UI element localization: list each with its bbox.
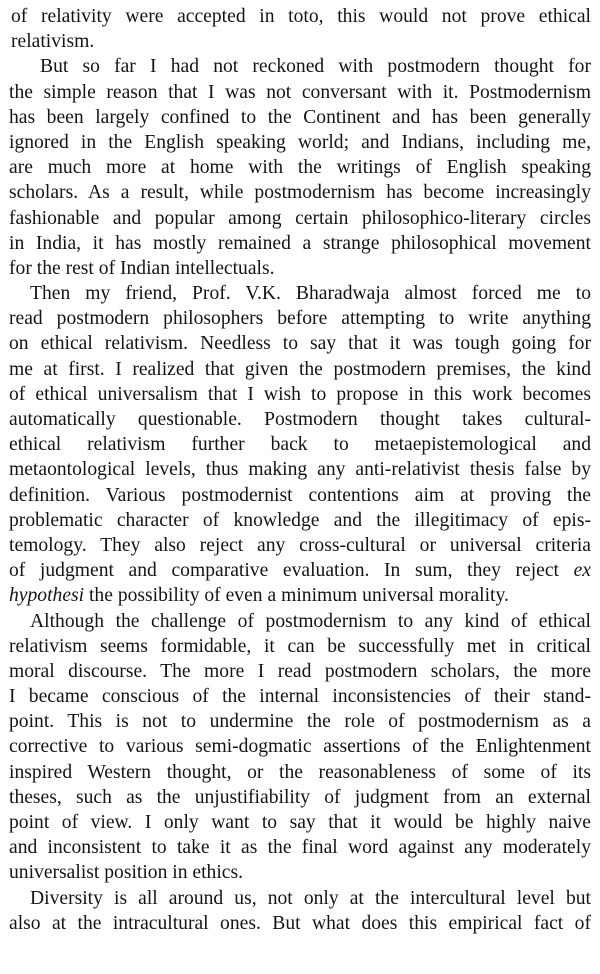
italic-term: hypothesi xyxy=(9,585,85,607)
text-line: also at the intracultural ones. But what does this empirical fact of xyxy=(9,912,591,934)
text-line: relativism. xyxy=(11,31,95,53)
text-line: the simple reason that I was not conversant with it. Postmodernism xyxy=(9,81,591,103)
text-line: hypothesi the possibility of even a minimum universal morality. xyxy=(9,585,509,607)
text-line: on ethical relativism. Needless to say that it was tough going for xyxy=(9,333,591,355)
text-line: point of view. I only want to say that it would be highly naive xyxy=(9,812,591,833)
text-line: of judgment and comparative evaluation. In sum, they reject ex xyxy=(9,560,591,582)
paragraph-5 xyxy=(9,886,591,936)
text-line: metaontological levels, thus making any anti-relativist thesis false by xyxy=(9,459,591,481)
text-line: definition. Various postmodernist contentions aim at proving the xyxy=(9,484,591,506)
text-line: ethical relativism further back to metaepistemological and xyxy=(9,434,591,456)
text-line: corrective to various semi-dogmatic assertions of the Enlightenment xyxy=(9,736,591,758)
text-line: has been largely confined to the Continent and has been generally xyxy=(9,106,591,128)
text-line: But so far I had not reckoned with postmodern thought for xyxy=(40,56,591,78)
text-line: Although the challenge of postmodernism to any kind of ethical xyxy=(30,610,591,632)
text-line: Diversity is all around us, not only at the intercultural level but xyxy=(30,887,591,909)
paragraph-3 xyxy=(9,281,591,608)
paragraph-4 xyxy=(9,609,591,886)
text-line: moral discourse. The more I read postmodern scholars, the more xyxy=(9,660,591,682)
text-line: are much more at home with the writings of English speaking xyxy=(9,157,591,179)
text-line: and inconsistent to take it as the final word against any moderately xyxy=(9,837,591,859)
text-line: ignored in the English speaking world; and Indians, including me, xyxy=(9,131,591,153)
text-line: for the rest of Indian intellectuals. xyxy=(9,257,275,279)
text-line: read postmodern philosophers before attempting to write anything xyxy=(9,308,591,330)
text-line: relativism seems formidable, it can be successfully met in critical xyxy=(9,635,591,657)
text-line: in India, it has mostly remained a strange philosophical movement xyxy=(9,232,591,254)
book-page xyxy=(9,4,591,936)
paragraph-1 xyxy=(9,4,591,54)
text-line: of ethical universalism that I wish to propose in this work becomes xyxy=(9,383,591,405)
text-line: point. This is not to undermine the role of postmodernism as a xyxy=(9,711,591,733)
text-line: temology. They also reject any cross-cultural or universal criteria xyxy=(9,534,591,556)
paragraph-2 xyxy=(9,54,591,281)
text-line: fashionable and popular among certain philosophico-literary circles xyxy=(9,207,591,229)
text-line: scholars. As a result, while postmodernism has become increasingly xyxy=(9,182,591,204)
text-line: universalist position in ethics. xyxy=(9,862,244,884)
text-line: I became conscious of the internal inconsistencies of their stand- xyxy=(9,686,591,708)
text-line: inspired Western thought, or the reasonableness of some of its xyxy=(9,761,591,783)
text-line: Then my friend, Prof. V.K. Bharadwaja almost forced me to xyxy=(30,283,591,305)
italic-term: ex xyxy=(573,560,591,582)
text-line: of relativity were accepted in toto, this would not prove ethical xyxy=(11,6,591,27)
text-line: me at first. I realized that given the postmodern premises, the kind xyxy=(9,358,591,380)
text-line: problematic character of knowledge and the illegitimacy of epis- xyxy=(9,509,591,531)
text-line: theses, such as the unjustifiability of judgment from an external xyxy=(9,786,591,808)
text-line: automatically questionable. Postmodern thought takes cultural- xyxy=(9,409,591,430)
